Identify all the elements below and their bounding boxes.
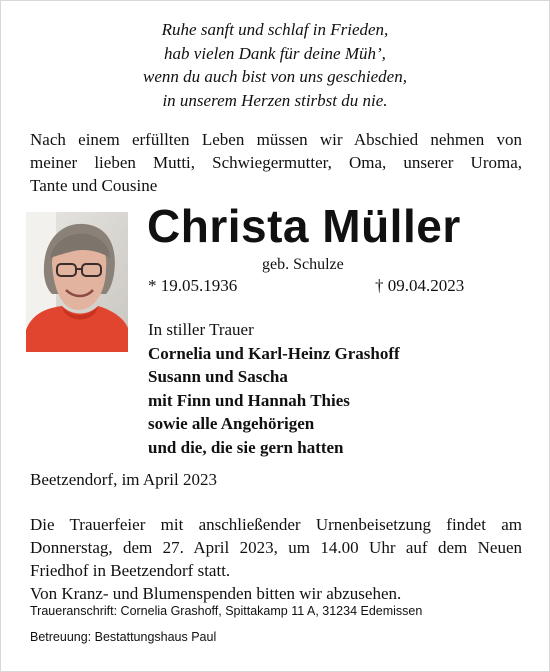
memorial-poem [0, 18, 550, 112]
service-text [30, 513, 522, 605]
maiden-name: geb. Schulze [262, 256, 344, 273]
poem-line: hab vielen Dank für deine Müh’, [164, 43, 386, 63]
mourner-name: sowie alle Angehörigen [148, 414, 315, 433]
death-date: † 09.04.2023 [375, 276, 465, 295]
poem-line: Ruhe sanft und schlaf in Frieden, [161, 20, 389, 39]
intro-line: Nach einem erfüllten Leben müssen wir Abschied nehmen von [30, 130, 522, 149]
place-and-date: Beetzendorf, im April 2023 [30, 470, 217, 489]
poem-line: in unserem Herzen stirbst du nie. [162, 90, 388, 110]
service-line: Von Kranz- und Blumenspenden bitten wir abzusehen. [30, 584, 402, 603]
mourner-name: und die, die sie gern hatten [148, 437, 344, 457]
birth-date: * 19.05.1936 [148, 276, 238, 295]
funeral-home: Betreuung: Bestattungshaus Paul [30, 630, 217, 644]
mourners-intro: In stiller Trauer [148, 320, 254, 339]
intro-line: Tante und Cousine [30, 176, 158, 195]
portrait-photo [26, 212, 128, 352]
mourning-address: Traueranschrift: Cornelia Grashoff, Spittakamp 11 A, 31234 Edemissen [30, 604, 423, 618]
poem-line: wenn du auch bist von uns geschieden, [143, 67, 407, 86]
intro-line: meiner lieben Mutti, Schwiegermutter, Oma, unserer Uroma, [30, 153, 522, 172]
service-line: Friedhof in Beetzendorf statt. [30, 561, 231, 580]
mourner-name: Cornelia und Karl-Heinz Grashoff [148, 343, 400, 363]
mourners-block [148, 318, 400, 459]
intro-text [30, 128, 522, 197]
portrait-image [26, 212, 128, 352]
mourner-name: Susann und Sascha [148, 367, 288, 386]
mourner-name: mit Finn und Hannah Thies [148, 390, 350, 410]
deceased-name: Christa Müller [147, 200, 461, 252]
service-line: Donnerstag, dem 27. April 2023, um 14.00 Uhr auf dem Neuen [30, 538, 522, 557]
service-line: Die Trauerfeier mit anschließender Urnenbeisetzung findet am [30, 515, 522, 534]
